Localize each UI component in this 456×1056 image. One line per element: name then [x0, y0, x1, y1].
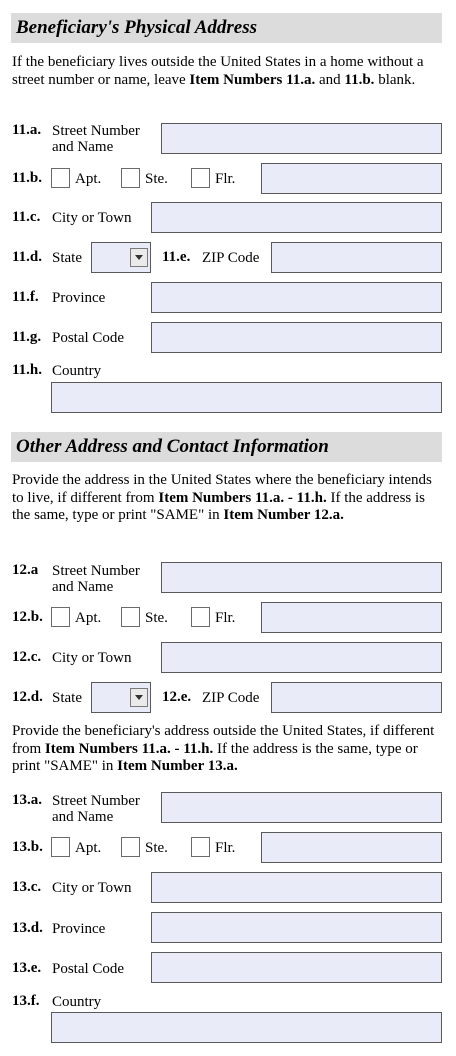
item-number-12a: 12.a	[12, 562, 39, 578]
street-label-line1: Street Number	[52, 123, 140, 139]
province-input-13d[interactable]	[151, 912, 442, 943]
chevron-down-icon[interactable]	[130, 248, 148, 267]
us-address-instructions: Provide the address in the United States where the beneficiary intends to live, if different from Item Numbers 11.a. - 11.h. If the address is the same, type or print "SAME" in Item Number 12.a.	[12, 472, 432, 523]
flr-checkbox-13b[interactable]	[191, 837, 210, 857]
city-input-11c[interactable]	[151, 202, 442, 233]
flr-label: Flr.	[215, 171, 236, 187]
state-label: State	[52, 250, 82, 266]
street-input-12a[interactable]	[161, 562, 442, 593]
item-number-11f: 11.f.	[12, 289, 39, 305]
item-number-11c: 11.c.	[12, 209, 41, 225]
street-label-line2: and Name	[52, 139, 114, 155]
province-input-11f[interactable]	[151, 282, 442, 313]
item-number-13d: 13.d.	[12, 920, 43, 936]
ste-checkbox-11b[interactable]	[121, 168, 140, 188]
section-title-other-address: Other Address and Contact Information	[11, 432, 442, 462]
foreign-address-instructions: Provide the beneficiary's address outside the United States, if different from Item Numbers 11.a. - 11.h. If the address is the same, type or print "SAME" in Item Number 13.a.	[12, 723, 435, 774]
ste-checkbox-12b[interactable]	[121, 607, 140, 627]
zip-input-12e[interactable]	[271, 682, 442, 713]
state-select-11d[interactable]	[91, 242, 151, 273]
flr-label: Flr.	[215, 840, 236, 856]
unit-number-input-12b[interactable]	[261, 602, 442, 633]
apt-label: Apt.	[75, 840, 102, 856]
country-label: Country	[52, 994, 102, 1010]
unit-number-input-11b[interactable]	[261, 163, 442, 194]
zip-input-11e[interactable]	[271, 242, 442, 273]
apt-checkbox-11b[interactable]	[51, 168, 70, 188]
item-number-11g: 11.g.	[12, 329, 42, 345]
city-input-12c[interactable]	[161, 642, 442, 673]
flr-checkbox-11b[interactable]	[191, 168, 210, 188]
zip-label: ZIP Code	[202, 690, 260, 706]
ste-label: Ste.	[145, 171, 168, 187]
item-number-11h: 11.h.	[12, 362, 43, 378]
state-label: State	[52, 690, 82, 706]
item-number-12d: 12.d.	[12, 689, 43, 705]
item-number-12b: 12.b.	[12, 609, 43, 625]
chevron-down-icon[interactable]	[130, 688, 148, 707]
postal-code-input-13e[interactable]	[151, 952, 442, 983]
item-number-11e: 11.e.	[162, 249, 191, 265]
country-input-11h[interactable]	[51, 382, 442, 413]
postal-code-label: Postal Code	[52, 330, 125, 346]
country-label: Country	[52, 363, 102, 379]
item-number-11b: 11.b.	[12, 170, 43, 186]
item-number-13c: 13.c.	[12, 879, 42, 895]
country-input-13f[interactable]	[51, 1012, 442, 1043]
street-label-line1: Street Number	[52, 563, 140, 579]
apt-checkbox-12b[interactable]	[51, 607, 70, 627]
flr-label: Flr.	[215, 610, 236, 626]
city-label: City or Town	[52, 650, 132, 666]
item-number-13f: 13.f.	[12, 993, 40, 1009]
flr-checkbox-12b[interactable]	[191, 607, 210, 627]
section-title-physical-address: Beneficiary's Physical Address	[11, 13, 442, 43]
province-label: Province	[52, 921, 106, 937]
unit-number-input-13b[interactable]	[261, 832, 442, 863]
postal-code-input-11g[interactable]	[151, 322, 442, 353]
apt-checkbox-13b[interactable]	[51, 837, 70, 857]
ste-checkbox-13b[interactable]	[121, 837, 140, 857]
street-label-line2: and Name	[52, 579, 114, 595]
physical-address-instructions: If the beneficiary lives outside the United States in a home without a street number or name, leave Item Numbers 11.a. and 11.b. blank.	[12, 54, 424, 88]
item-number-12e: 12.e.	[162, 689, 192, 705]
province-label: Province	[52, 290, 106, 306]
street-label-line1: Street Number	[52, 793, 140, 809]
ste-label: Ste.	[145, 610, 168, 626]
state-select-12d[interactable]	[91, 682, 151, 713]
ste-label: Ste.	[145, 840, 168, 856]
item-number-13a: 13.a.	[12, 792, 42, 808]
city-label: City or Town	[52, 210, 132, 226]
item-number-11a: 11.a.	[12, 122, 42, 138]
zip-label: ZIP Code	[202, 250, 260, 266]
item-number-11d: 11.d.	[12, 249, 43, 265]
apt-label: Apt.	[75, 610, 102, 626]
street-label-line2: and Name	[52, 809, 114, 825]
street-input-13a[interactable]	[161, 792, 442, 823]
city-input-13c[interactable]	[151, 872, 442, 903]
city-label: City or Town	[52, 880, 132, 896]
street-input-11a[interactable]	[161, 123, 442, 154]
postal-code-label: Postal Code	[52, 961, 125, 977]
item-number-13b: 13.b.	[12, 839, 43, 855]
item-number-12c: 12.c.	[12, 649, 42, 665]
item-number-13e: 13.e.	[12, 960, 42, 976]
apt-label: Apt.	[75, 171, 102, 187]
